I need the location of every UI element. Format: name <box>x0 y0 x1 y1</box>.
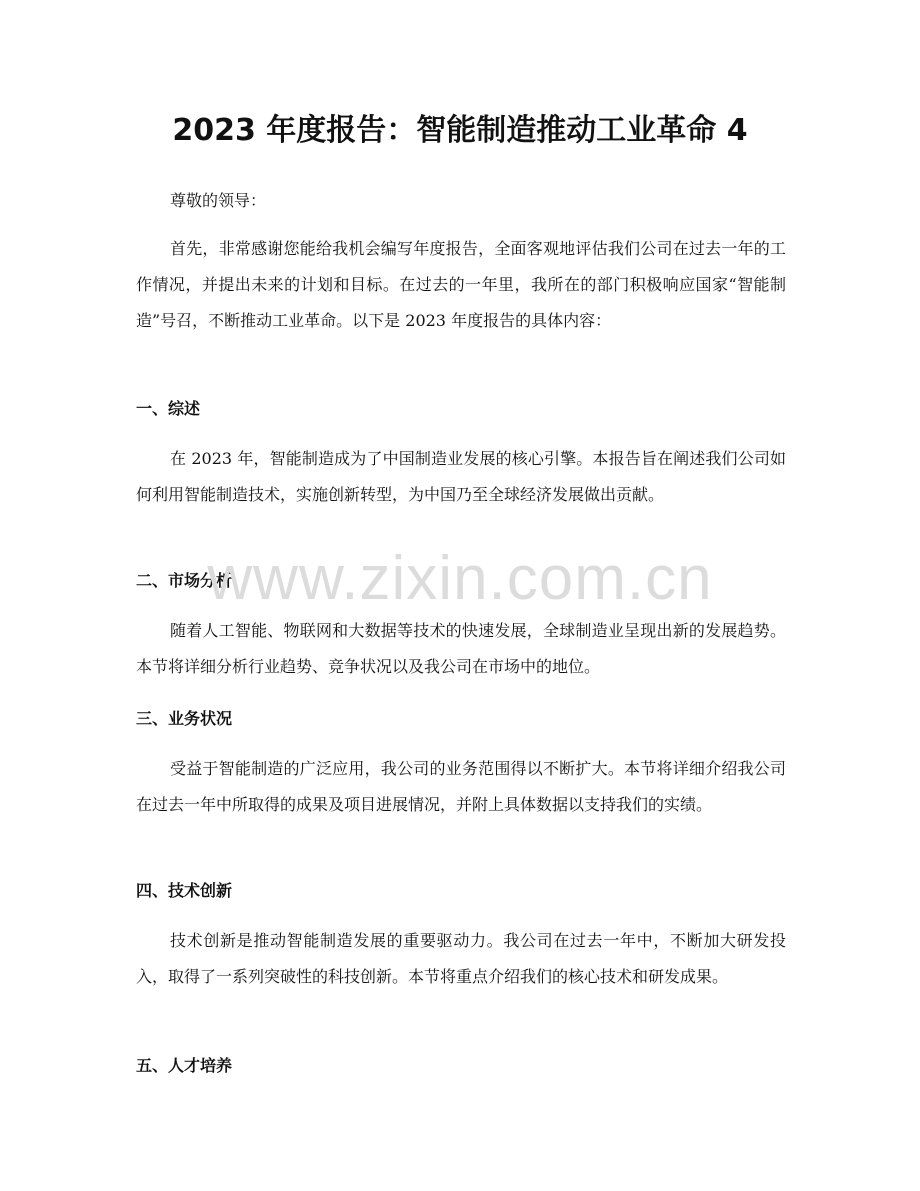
section-heading-market: 二、市场分析 <box>136 571 233 590</box>
section-body-market: 随着人工智能、物联网和大数据等技术的快速发展，全球制造业呈现出新的发展趋势。本节将详细分析行业趋势、竞争状况以及我公司在市场中的地位。 <box>136 621 786 676</box>
section-heading-overview: 一、综述 <box>136 399 201 418</box>
watermark: www.zixin.com.cn <box>207 544 713 613</box>
section-heading-tech: 四、技术创新 <box>136 881 233 900</box>
salutation: 尊敬的领导： <box>170 191 267 210</box>
section-body-business: 受益于智能制造的广泛应用，我公司的业务范围得以不断扩大。本节将详细介绍我公司在过去一年中所取得的成果及项目进展情况，并附上具体数据以支持我们的实绩。 <box>136 759 786 814</box>
section-body-tech: 技术创新是推动智能制造发展的重要驱动力。我公司在过去一年中，不断加大研发投入，取得了一系列突破性的科技创新。本节将重点介绍我们的核心技术和研发成果。 <box>136 931 786 986</box>
document-title: 2023 年度报告：智能制造推动工业革命 4 <box>172 113 748 148</box>
intro-paragraph: 首先，非常感谢您能给我机会编写年度报告，全面客观地评估我们公司在过去一年的工作情况，并提出未来的计划和目标。在过去的一年里，我所在的部门积极响应国家“智能制造”号召，不断推动工业革命。以下是 2023 年度报告的具体内容： <box>136 239 786 330</box>
section-heading-business: 三、业务状况 <box>136 709 233 728</box>
section-body-overview: 在 2023 年，智能制造成为了中国制造业发展的核心引擎。本报告旨在阐述我们公司如何利用智能制造技术，实施创新转型，为中国乃至全球经济发展做出贡献。 <box>136 449 786 504</box>
section-heading-talent: 五、人才培养 <box>136 1056 233 1075</box>
